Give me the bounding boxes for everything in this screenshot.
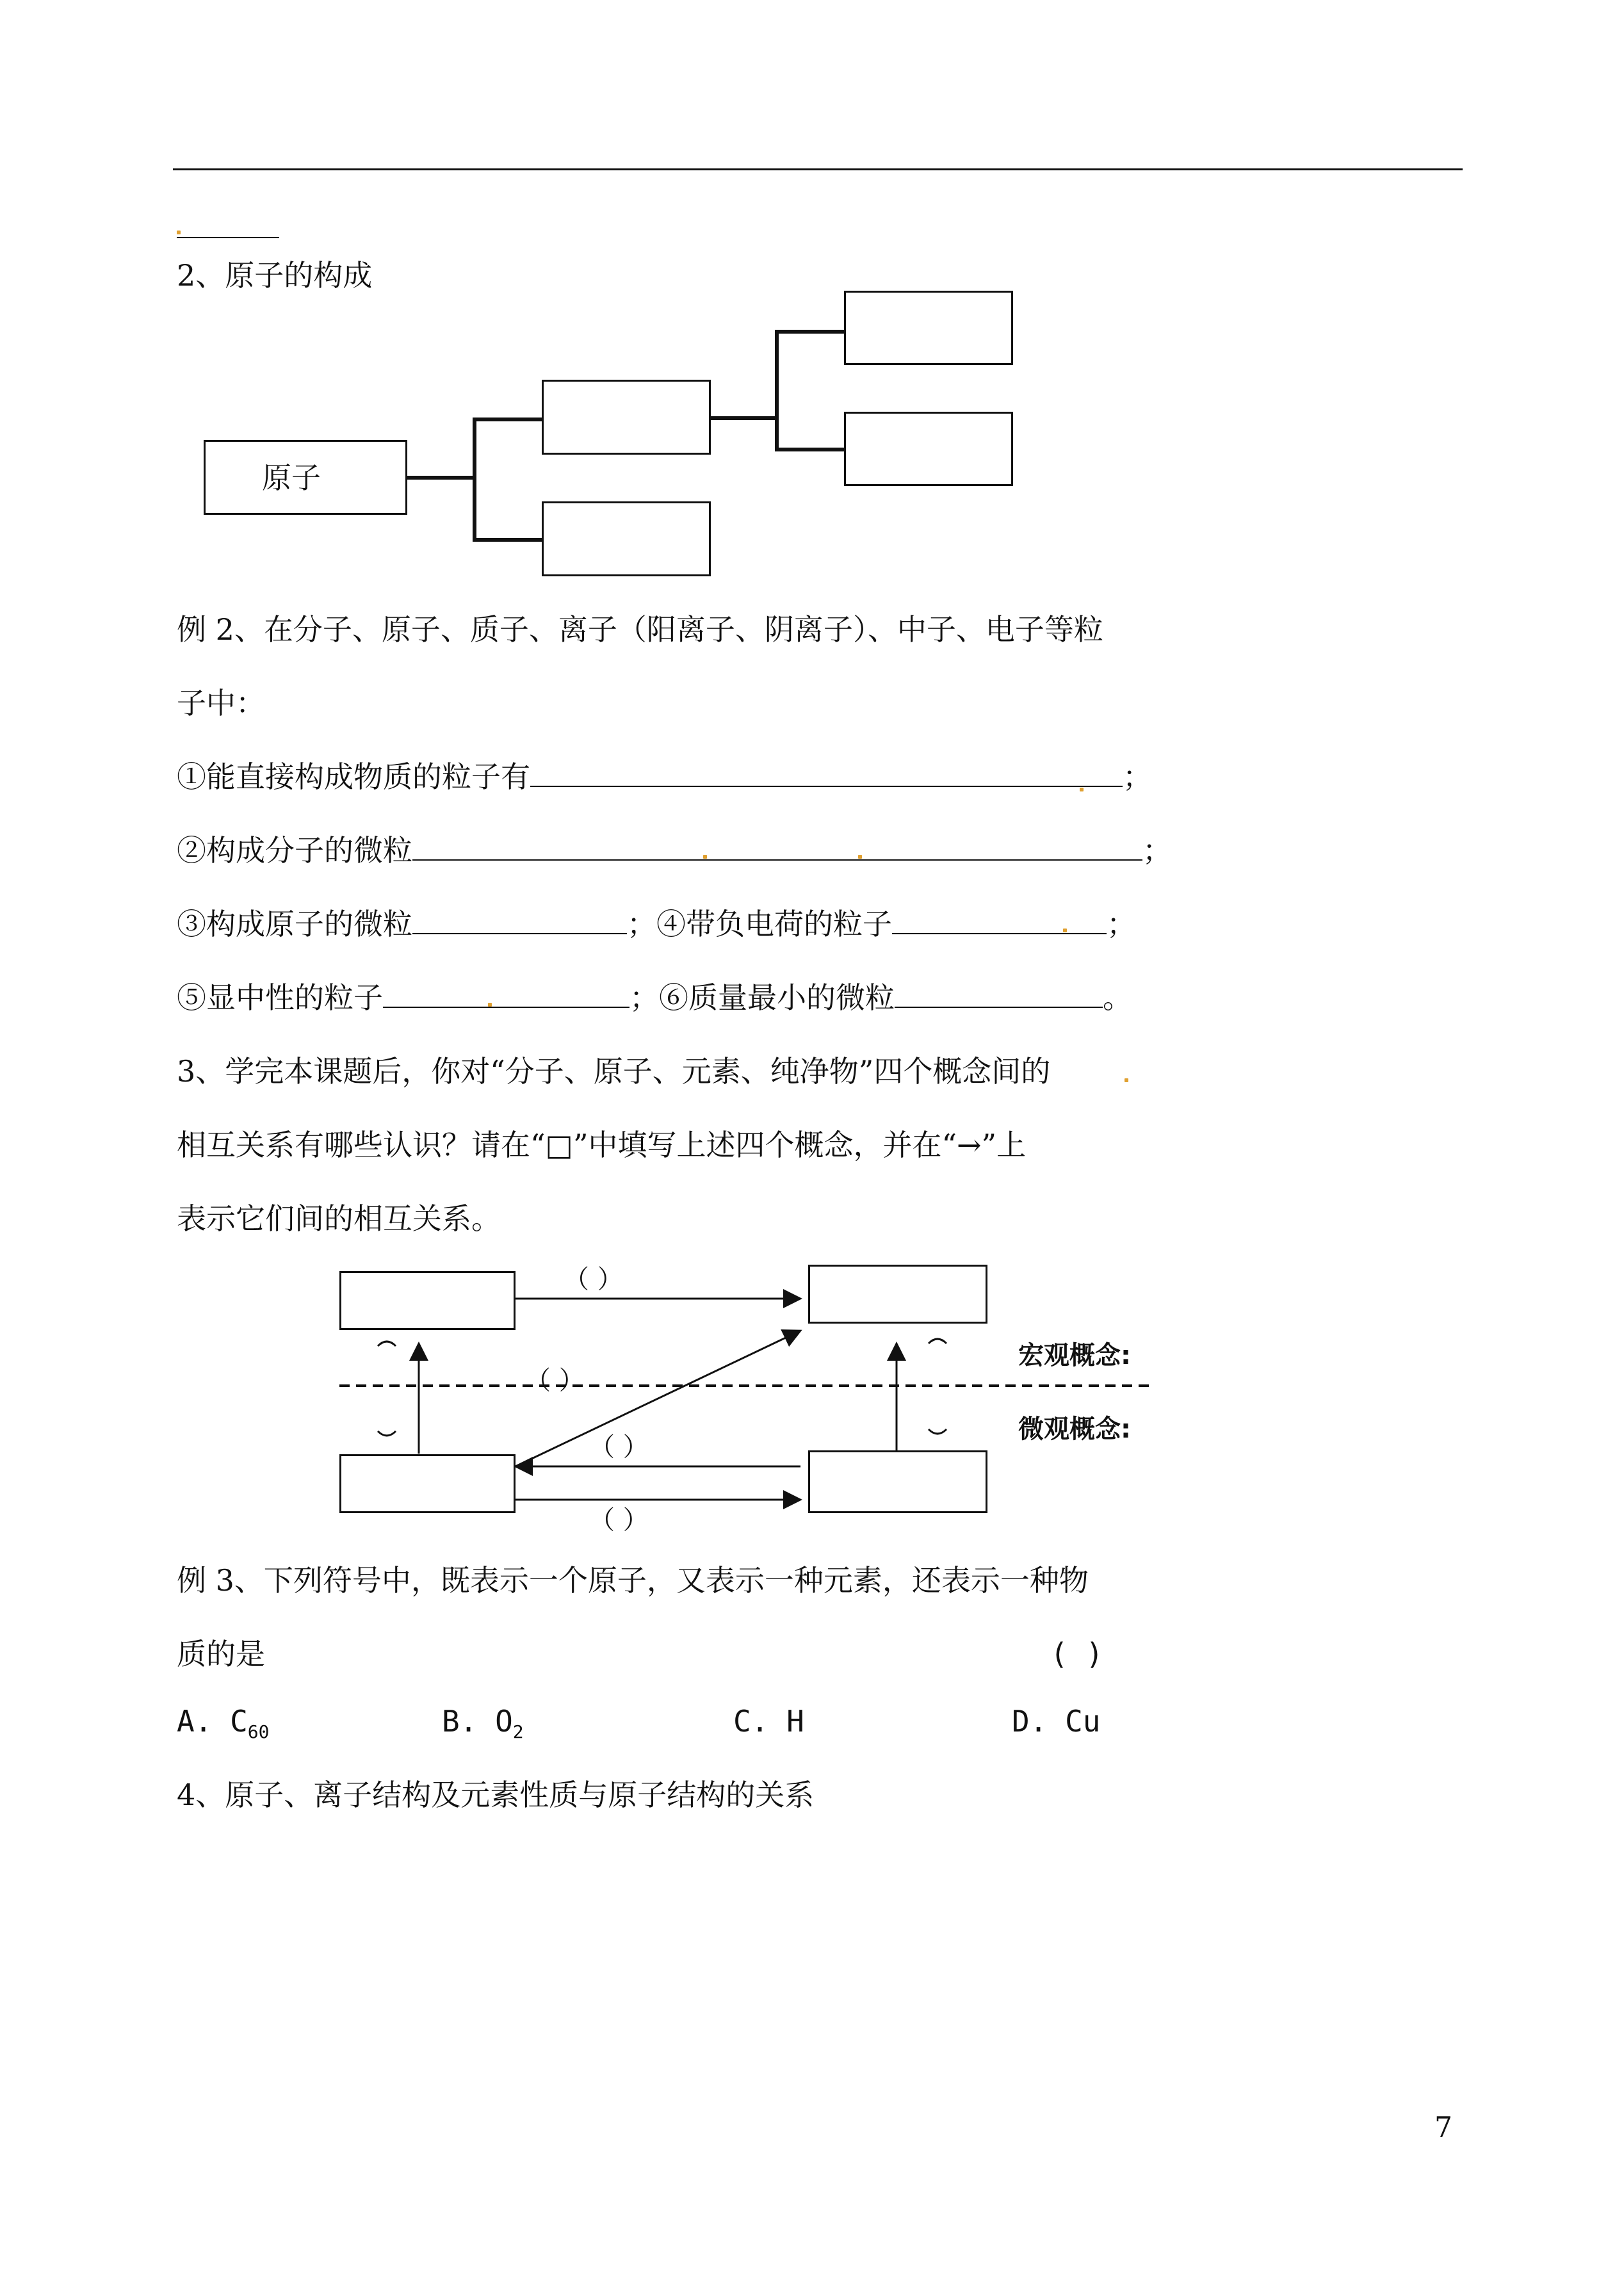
mark-dot xyxy=(703,855,707,859)
macro-concept-label: 宏观概念: xyxy=(1018,1341,1131,1370)
option-c[interactable]: C. H xyxy=(733,1704,804,1739)
answer-blank-3[interactable] xyxy=(412,907,627,934)
mark-dot xyxy=(1125,1078,1128,1082)
answer-blank-4[interactable] xyxy=(892,907,1107,934)
example-2-line2: 子中： xyxy=(177,686,265,720)
answer-blank-1[interactable] xyxy=(530,760,1123,787)
question-6-end: 。 xyxy=(1103,980,1132,1015)
connector-h6 xyxy=(775,448,845,451)
paren-middle: （ ） xyxy=(589,1432,649,1462)
example-3-line2: 质的是 xyxy=(177,1637,265,1671)
mark-dot xyxy=(177,231,181,234)
connector-v2 xyxy=(775,330,779,451)
answer-paren[interactable]: ( ) xyxy=(1050,1637,1104,1671)
section-4-title: 4、原子、离子结构及元素性质与原子结构的关系 xyxy=(177,1778,815,1812)
question-3-4 xyxy=(177,906,1136,942)
section-3-line2: 相互关系有哪些认识？请在“□”中填写上述四个概念，并在“→”上 xyxy=(177,1128,1027,1162)
connector-h2 xyxy=(473,418,543,421)
concept-box-bottom-left xyxy=(339,1454,516,1513)
section-3-line3: 表示它们间的相互关系。 xyxy=(177,1201,501,1236)
electron-box xyxy=(542,501,711,576)
section-2-title: 2、原子的构成 xyxy=(177,258,373,293)
connector-h3 xyxy=(473,538,543,542)
paren-left-bottom xyxy=(378,1431,396,1436)
mark-dot xyxy=(858,855,862,859)
answer-blank-5[interactable] xyxy=(383,981,629,1008)
mark-dot xyxy=(1063,929,1067,932)
question-4-end: ； xyxy=(1107,907,1136,941)
answer-blank-2[interactable] xyxy=(412,834,1142,861)
micro-concept-label: 微观概念: xyxy=(1018,1415,1131,1444)
page-number: 7 xyxy=(1434,2111,1452,2144)
question-2-end: ； xyxy=(1142,833,1172,868)
question-6-label: ；⑥质量最小的微粒 xyxy=(629,980,895,1015)
paren-top: （ ） xyxy=(564,1265,623,1294)
question-4-label: ；④带负电荷的粒子 xyxy=(627,907,892,941)
header-rule xyxy=(173,168,1463,170)
paren-bottom: （ ） xyxy=(589,1505,649,1535)
paren-diagonal: （ ） xyxy=(525,1366,585,1395)
atom-root-label: 原子 xyxy=(262,460,321,495)
question-5-label: ⑤显中性的粒子 xyxy=(177,980,383,1015)
option-a[interactable]: A. $C_{60}$ xyxy=(177,1704,270,1743)
answer-blank-6[interactable] xyxy=(895,981,1103,1008)
section-3-line1: 3、学完本课题后，你对“分子、原子、元素、纯净物”四个概念间的 xyxy=(177,1054,1051,1089)
mark-dot xyxy=(488,1003,492,1007)
connector-h5 xyxy=(775,330,845,334)
example-3-line1: 例 3、下列符号中，既表示一个原子，又表示一种元素，还表示一种物 xyxy=(177,1563,1089,1598)
option-d[interactable]: D. Cu xyxy=(1012,1704,1101,1739)
option-b[interactable]: B. $O_2$ xyxy=(442,1704,524,1743)
concept-box-bottom-right xyxy=(808,1450,987,1513)
question-1-label: ①能直接构成物质的粒子有 xyxy=(177,759,530,794)
atom-root-box xyxy=(204,440,407,515)
question-1 xyxy=(177,759,1152,795)
connector-h4 xyxy=(711,416,779,420)
concept-box-top-right xyxy=(808,1265,987,1324)
header-blank xyxy=(177,237,279,238)
connector-h1 xyxy=(407,476,475,480)
paren-right-bottom xyxy=(929,1429,946,1434)
connector-v1 xyxy=(473,418,476,542)
paren-right-top xyxy=(929,1339,946,1343)
arrow-diagonal xyxy=(516,1331,800,1466)
question-2 xyxy=(177,832,1172,868)
nucleus-box xyxy=(542,380,711,455)
example-2-line1: 例 2、在分子、原子、质子、离子（阳离子、阴离子）、中子、电子等粒 xyxy=(177,612,1103,647)
proton-box xyxy=(844,291,1013,365)
question-3-label: ③构成原子的微粒 xyxy=(177,907,412,941)
question-1-end: ； xyxy=(1123,759,1152,794)
mark-dot xyxy=(1080,788,1084,791)
concept-box-top-left xyxy=(339,1271,516,1330)
paren-left-top xyxy=(378,1342,396,1346)
neutron-box xyxy=(844,412,1013,486)
question-5-6 xyxy=(177,980,1132,1016)
question-2-label: ②构成分子的微粒 xyxy=(177,833,412,868)
